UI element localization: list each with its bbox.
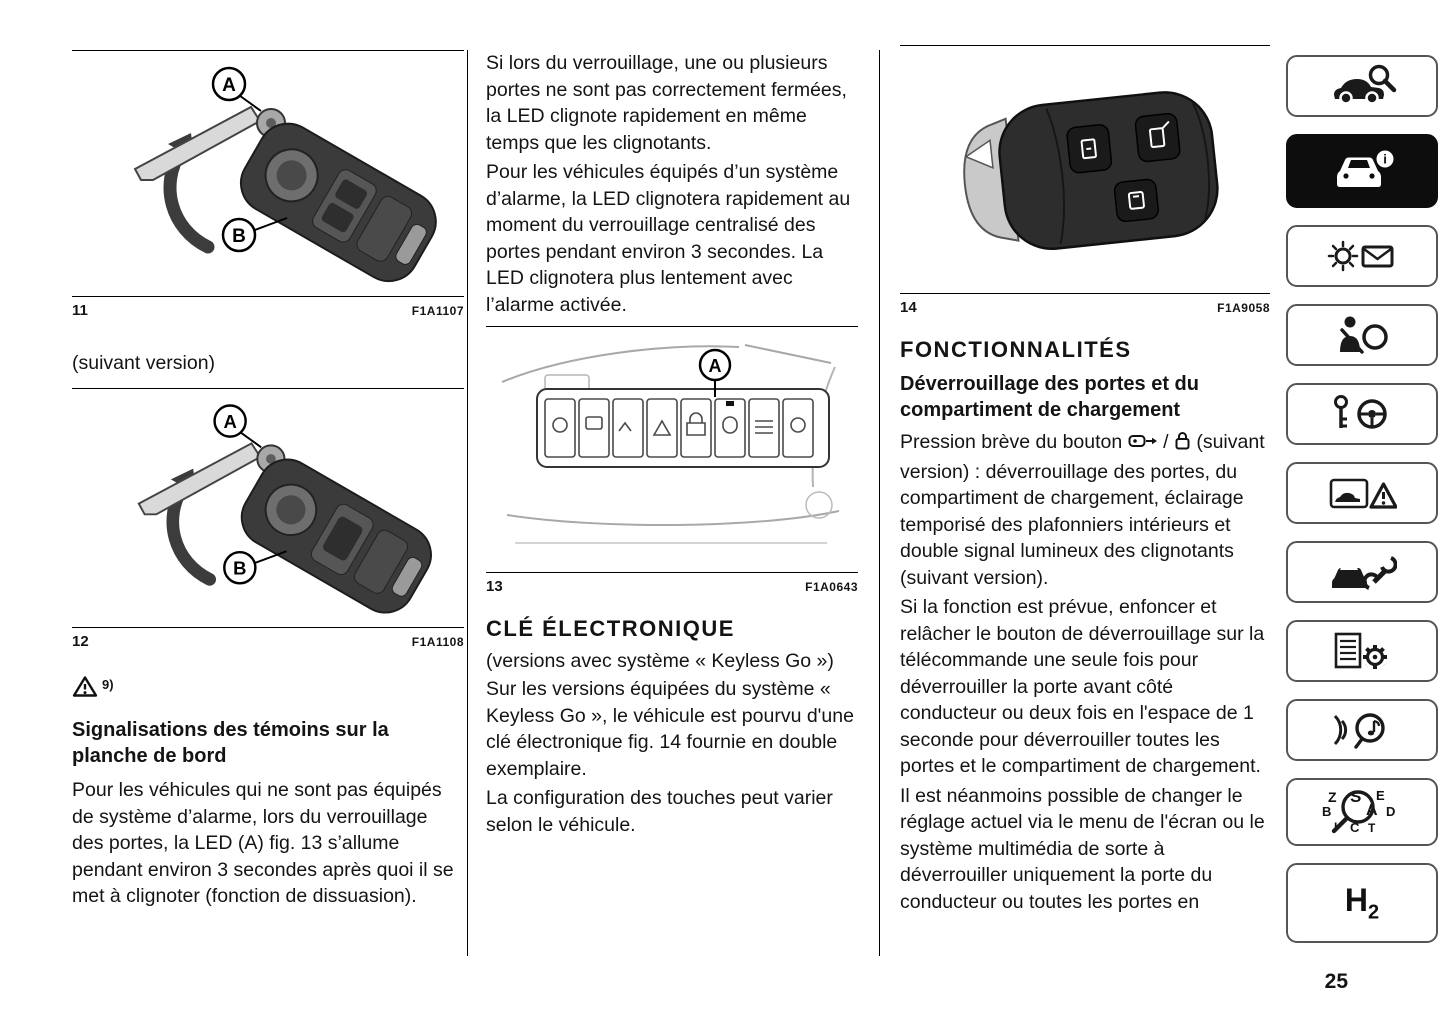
page-number: 25: [1324, 970, 1348, 993]
figure-14-illustration: [900, 45, 1270, 294]
section-subheading: Déverrouillage des portes et du compartiment de chargement: [900, 373, 1199, 421]
flip-key-illustration: [72, 389, 464, 627]
figure-code: F1A9058: [1217, 301, 1270, 315]
figure-code: F1A0643: [805, 580, 858, 594]
body-paragraph: Si la fonction est prévue, enfoncer et relâcher le bouton de déverrouillage sur la télécommande une seule fois pour déverrouiller la porte avant côté conducteur ou deux fois en l'espace de 1 seconde pour déverrouiller toutes les portes et le compartiment de chargement.: [900, 596, 1265, 777]
padlock-icon: [1174, 430, 1191, 459]
column-right: [900, 45, 1270, 915]
index-letter: A: [1366, 802, 1378, 819]
figure-14-caption: [900, 294, 1270, 321]
section-heading: CLÉ ÉLECTRONIQUE: [486, 616, 735, 641]
figure-14: [900, 45, 1270, 321]
paragraph-text: Pression brève du bouton: [900, 431, 1123, 453]
hydrogen-h: H: [1344, 881, 1368, 918]
figure-13-label-a: A: [708, 356, 722, 376]
body-paragraph: [900, 429, 1270, 591]
sidebar-tab-multimedia[interactable]: [1286, 699, 1438, 761]
alphabetical-index-icon: [1320, 788, 1404, 836]
sidebar-tab-index[interactable]: [1286, 778, 1438, 846]
sidebar-tab-technical-data[interactable]: [1286, 620, 1438, 682]
figure-number: 12: [72, 633, 89, 650]
figure-13: [486, 326, 858, 600]
index-letter: B: [1322, 804, 1332, 819]
index-letter: T: [1368, 821, 1376, 835]
figure-12-illustration: [72, 388, 464, 628]
chapter-tab-sidebar: [1286, 55, 1438, 943]
figure-number: 14: [900, 299, 917, 316]
figure-number: 13: [486, 578, 503, 595]
warning-lights-message-icon: [1327, 234, 1397, 278]
sidebar-tab-starting-driving[interactable]: [1286, 383, 1438, 445]
body-paragraph: Pour les véhicules équipés d’un système d’alarme, la LED clignotera rapidement au moment du verrouillage centralisé des portes pendant environ 3 secondes. La LED clignotera plus lentement avec l’alarme activée.: [486, 161, 851, 316]
body-paragraph: La configuration des touches peut varier selon le véhicule.: [486, 787, 833, 836]
column-middle: [486, 50, 858, 838]
index-letter: C: [1350, 820, 1360, 835]
column-left: [72, 50, 464, 910]
paragraph-text: (suivant version) : déverrouillage des portes, du compartiment de chargement, éclairage temporisé des plafonniers intérieurs et double signal lumineux des clignotants (suivant version).: [900, 431, 1265, 589]
body-paragraph: Pour les véhicules qui ne sont pas équipés de système d’alarme, lors du verrouillage des portes, la LED (A) fig. 13 s’allume pendant environ 3 secondes après quoi il se met à clignoter (fonction de dissuasion).: [72, 779, 454, 907]
figure-13-caption: [486, 573, 858, 600]
warning-note-number: 9): [102, 677, 114, 692]
info-letter: i: [1383, 151, 1387, 167]
body-paragraph: Sur les versions équipées du système « Keyless Go », le véhicule est pourvu d'une clé électronique fig. 14 fournie en double exemplaire.: [486, 678, 854, 780]
emergency-triangle-icon: [1327, 471, 1397, 515]
flip-key-illustration: [72, 51, 464, 296]
sidebar-tab-safety[interactable]: [1286, 304, 1438, 366]
car-info-icon: [1327, 149, 1397, 193]
sidebar-tab-car-info[interactable]: [1286, 134, 1438, 208]
variant-note: (suivant version): [72, 352, 216, 374]
figure-code: F1A1107: [411, 304, 464, 318]
figure-12-caption: [72, 628, 464, 655]
index-letter: S: [1350, 787, 1362, 806]
electronic-key-illustration: [900, 46, 1270, 293]
index-magnifier-overlay: [1320, 788, 1404, 836]
figure-11: [72, 50, 464, 324]
car-wrench-icon: [1327, 550, 1397, 594]
figure-12: [72, 388, 464, 655]
figure-number: 11: [72, 302, 88, 319]
dashboard-switch-panel-illustration: [486, 327, 858, 572]
figure-11-illustration: [72, 50, 464, 297]
section-subnote: (versions avec système « Keyless Go »): [486, 650, 834, 672]
sidebar-tab-warning-lights[interactable]: [1286, 225, 1438, 287]
figure-11-label-a: A: [222, 75, 236, 96]
airbag-safety-icon: [1327, 313, 1397, 357]
index-letter: E: [1376, 788, 1385, 803]
sidebar-tab-car-search[interactable]: [1286, 55, 1438, 117]
body-paragraph: Si lors du verrouillage, une ou plusieurs portes ne sont pas correctement fermées, la LED clignote rapidement en même temps que les clignotants.: [486, 52, 847, 154]
warning-reference: [72, 675, 464, 705]
body-paragraph: Il est néanmoins possible de changer le réglage actuel via le menu de l'écran ou le système multimédia de sorte à déverrouiller uniquement la porte du conducteur ou toutes les portes en: [900, 784, 1265, 913]
figure-12-label-a: A: [223, 410, 237, 432]
section-subheading: Signalisations des témoins sur la planche de bord: [72, 719, 389, 767]
sidebar-tab-hydrogen[interactable]: [1286, 863, 1438, 943]
hydrogen-2: 2: [1367, 901, 1380, 924]
figure-12-label-b: B: [233, 557, 247, 579]
spec-list-gear-icon: [1327, 629, 1397, 673]
icon-separator: /: [1163, 431, 1169, 453]
car-search-icon: [1327, 64, 1397, 108]
sidebar-tab-maintenance[interactable]: [1286, 541, 1438, 603]
hydrogen-icon: [1344, 881, 1380, 924]
sidebar-tab-emergency[interactable]: [1286, 462, 1438, 524]
key-steering-wheel-icon: [1327, 392, 1397, 436]
remote-unlock-button-icon: [1128, 431, 1158, 459]
figure-11-label-b: B: [232, 226, 246, 247]
column-divider: [467, 50, 468, 956]
warning-triangle-icon: [72, 675, 98, 698]
section-heading: FONCTIONNALITÉS: [900, 337, 1132, 362]
multimedia-icon: [1327, 708, 1397, 752]
index-letter: Z: [1328, 789, 1337, 805]
figure-11-caption: [72, 297, 464, 324]
index-letter: D: [1386, 804, 1396, 819]
figure-code: F1A1108: [411, 635, 464, 649]
figure-13-illustration: [486, 326, 858, 573]
column-divider: [879, 50, 880, 956]
